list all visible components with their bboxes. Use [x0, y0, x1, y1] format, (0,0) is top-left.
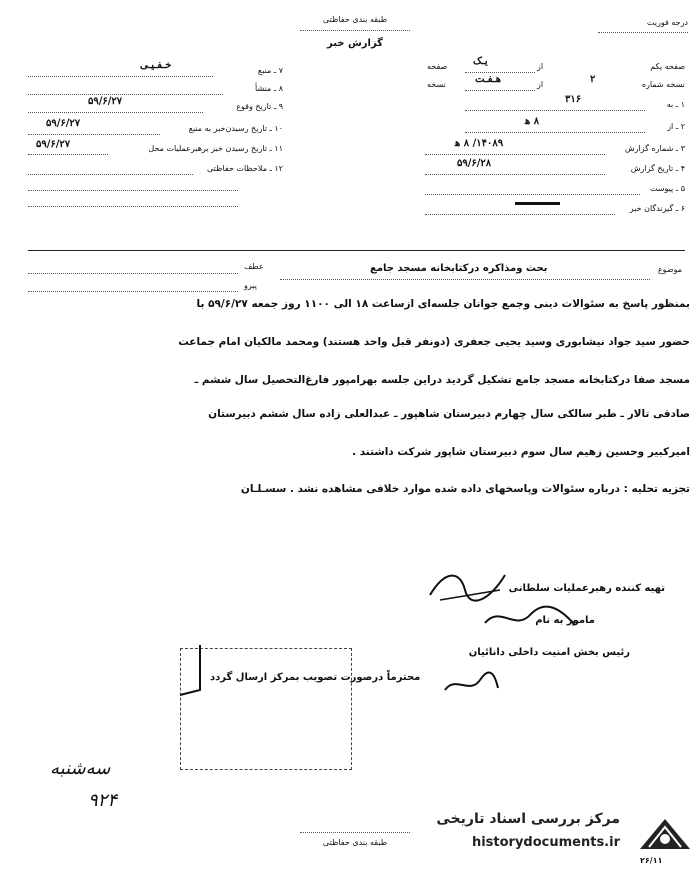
report-number-label: ۳ ـ شماره گزارش: [624, 144, 685, 153]
subject-value: بحث ومذاکره درکتابخانه مسجد جامع: [370, 263, 548, 274]
bottom-code: ۲۶/۱۱: [640, 856, 663, 865]
to-line: [465, 110, 645, 111]
follow-line: [28, 291, 238, 292]
report-title: گزارش خبر: [326, 38, 383, 49]
body-line-3: مسجد صفا درکتابخانه مسجد جامع تشکیل گردید دراین جلسه بهرامپور فارغ‌التحصیل سال ششم ـ: [194, 374, 690, 386]
bottom-classification-line: [300, 832, 410, 833]
copy-total: ه‍ـ‍ف‍ـ‍ت: [475, 74, 502, 85]
approval-note: محترماً درصورت تصویب بمرکز ارسال گردد: [210, 672, 421, 683]
from-label: ۲ ـ از: [667, 122, 685, 131]
source-received-date-line: [28, 134, 160, 135]
security-notes-line: [28, 174, 193, 175]
page-suffix: صفحه: [427, 62, 448, 71]
left-fields: [28, 60, 283, 220]
signature-1-icon: [420, 565, 510, 605]
recipients-label: ۶ ـ گیرندگان خبر: [629, 204, 685, 213]
page-label: صفحه یکم: [650, 62, 685, 71]
approval-signature-icon: [440, 670, 500, 700]
signature-2-icon: [480, 603, 580, 633]
source-label: ۷ ـ منبع: [257, 66, 283, 75]
occurrence-date-label: ۹ ـ تاریخ وقوع: [236, 102, 283, 111]
security-notes-line-2: [28, 190, 238, 191]
security-chief: رئیس بخش امنیت داخلی دانائیان: [468, 647, 630, 658]
report-body: [40, 298, 690, 508]
page-total: ی‍ـ‍ک: [473, 56, 488, 67]
bottom-classification: طبقه بندی حفاظتی: [322, 838, 388, 847]
occurrence-date-value: ۵۹/۶/۲۷: [88, 96, 123, 107]
origin-line: [28, 94, 223, 95]
recipients-redaction: [515, 202, 560, 205]
body-line-2: حضور سید جواد نیشابوری وسید یحیی جعفری (دونفر قبل واحد هستند) ومحمد مالکیان امام جماعت: [178, 336, 690, 348]
subject-label: موضوع: [657, 265, 682, 274]
watermark-url: historydocuments.ir: [471, 835, 620, 850]
leader-received-date-label: ۱۱ ـ تاریخ رسیدن خبر برهبرعملیات محل: [148, 144, 283, 153]
security-notes-line-3: [28, 206, 238, 207]
source-received-date-value: ۵۹/۶/۲۷: [46, 118, 81, 129]
signature-block: [420, 565, 690, 675]
page-total-line: [465, 72, 535, 73]
occurrence-date-line: [28, 112, 203, 113]
copy-number: ۲: [590, 74, 596, 85]
attachment-line: [425, 194, 640, 195]
to-label: ۱ ـ به: [666, 100, 685, 109]
analysis-line: تجزیه تحلیه : درباره سئوالات وپاسخهای داده شده موارد خلافی مشاهده نشد . سس‍ـ‍ل‍ـ‍ان: [240, 483, 690, 495]
right-fields: [375, 58, 685, 223]
recipients-line: [425, 214, 615, 215]
leader-received-date-value: ۵۹/۶/۲۷: [36, 139, 71, 150]
source-value: خ‍ـ‍ف‍ـ‍ی‍ـ‍ی: [140, 60, 172, 71]
copy-of: از: [537, 80, 544, 89]
top-classification: طبقه بندی حفاظتی: [322, 15, 388, 24]
book-logo-icon: [635, 809, 695, 859]
ref-line: [28, 273, 238, 274]
header-divider: [28, 250, 685, 251]
report-date-value: ۵۹/۶/۲۸: [457, 158, 492, 169]
source-received-date-label: ۱۰ ـ تاریخ رسیدن‌خبر به منبع: [188, 124, 283, 133]
top-classification-line: [300, 30, 410, 31]
report-number-value: ۱۴۰۸۹/ ۸ ه‍: [455, 138, 504, 149]
source-line: [28, 76, 213, 77]
page-of: از: [537, 62, 544, 71]
body-line-5: امیرکبیر وحسین زهیم سال سوم دبیرستان شاپور شرکت داشتند .: [352, 446, 690, 458]
priority-line: [598, 32, 688, 33]
report-date-line: [425, 174, 605, 175]
body-line-4: صادقی تالار ـ طبر سالکی سال چهارم دبیرستان شاهپور ـ عبدالعلی زاده سال ششم دبیرستان: [208, 408, 690, 420]
copy-total-line: [465, 90, 535, 91]
handwritten-note: سه‌شنبه: [50, 758, 111, 779]
handwritten-number: ۹۲۴: [88, 790, 118, 811]
to-value: ۳۱۶: [565, 94, 582, 105]
agent-line: مامور به نام: [535, 615, 595, 626]
leader-received-date-line: [28, 154, 108, 155]
ref-label: عطف: [244, 262, 264, 271]
watermark-title: مرکز بررسی اسناد تاریخی: [436, 811, 620, 827]
copy-label: نسخه شماره: [641, 80, 685, 89]
priority-label: درجه فوریت: [646, 18, 688, 27]
prepared-by: تهیه کننده رهبرعملیات سلطانی: [508, 583, 665, 594]
approval-mark-icon: [170, 640, 220, 700]
report-date-label: ۴ ـ تاریخ گزارش: [630, 164, 685, 173]
subject-line: [280, 279, 650, 280]
origin-label: ۸ ـ منشأ: [255, 84, 283, 93]
from-value: ۸ ه‍: [525, 116, 540, 127]
attachment-label: ۵ ـ پیوست: [649, 184, 685, 193]
body-line-1: بمنظور پاسخ به سئوالات دینی وجمع جوانان جلسه‌ای ازساعت ۱۸ الی ۱۱۰۰ روز جمعه ۵۹/۶/۲۷ با: [196, 298, 690, 310]
report-number-line: [425, 154, 605, 155]
copy-suffix: نسخه: [427, 80, 446, 89]
follow-label: پیرو: [244, 281, 257, 290]
from-line: [465, 132, 645, 133]
security-notes-label: ۱۲ ـ ملاحظات حفاظتی: [207, 164, 283, 173]
